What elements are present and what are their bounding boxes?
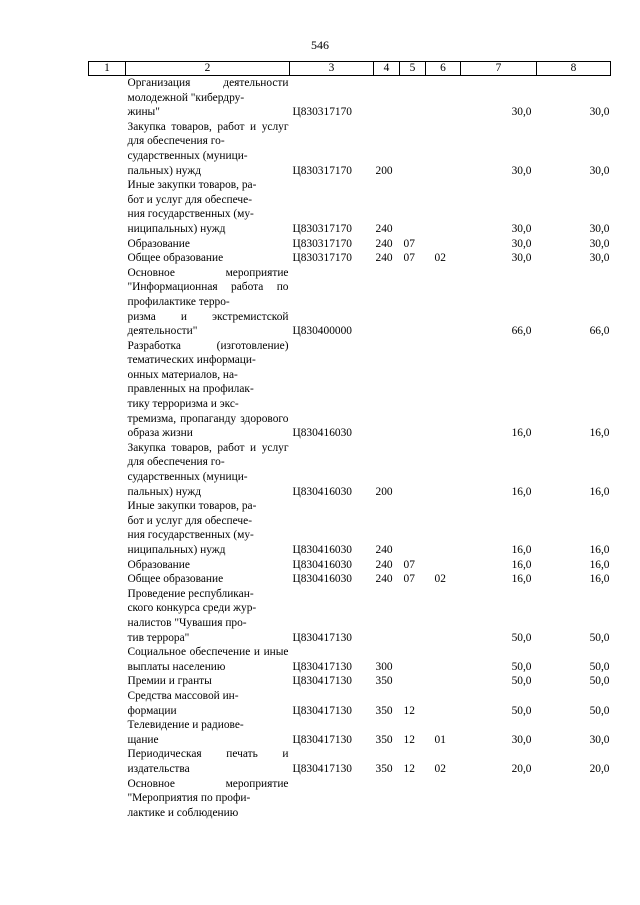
amount-col7-cell: 30,0 (511, 252, 532, 265)
target-code-cell: Ц830317170 (292, 222, 352, 235)
amount-col7-cell: 50,0 (511, 660, 532, 673)
row-number-cell (89, 237, 126, 252)
amount-col7-cell: 16,0 (511, 427, 532, 440)
target-code-cell: Ц830417130 (292, 733, 352, 746)
amount-col8-cell: 16,0 (589, 427, 610, 440)
expense-type-cell (374, 339, 400, 441)
amount-col8-cell: 50,0 (589, 660, 610, 673)
subsection-cell (426, 777, 461, 821)
table-row (89, 645, 611, 674)
subsection-cell (426, 266, 461, 339)
table-row (89, 587, 611, 645)
amount-col8-cell (537, 777, 611, 821)
amount-col7-cell: 30,0 (511, 237, 532, 250)
table-row (89, 266, 611, 339)
subsection-cell (426, 76, 461, 120)
column-header: 2 (126, 62, 290, 76)
table-row (89, 120, 611, 178)
expense-type-cell: 300 (375, 660, 393, 673)
amount-col8-cell: 66,0 (589, 325, 610, 338)
column-header: 1 (89, 62, 126, 76)
row-number-cell (89, 689, 126, 718)
row-number-cell (89, 178, 126, 236)
amount-col7-cell: 30,0 (511, 222, 532, 235)
amount-col7-cell: 50,0 (511, 704, 532, 717)
amount-col7-cell: 16,0 (511, 485, 532, 498)
subsection-cell (426, 178, 461, 236)
section-cell (400, 587, 426, 645)
section-cell: 07 (403, 252, 415, 265)
amount-col8-cell: 30,0 (589, 252, 610, 265)
amount-col7-cell (461, 777, 537, 821)
row-name-cell: Иные закупки товаров, ра- бот и услуг для обеспече- ния государственных (му- ниципальных) нужд (127, 500, 257, 556)
expense-type-cell: 240 (375, 544, 393, 556)
table-row (89, 674, 611, 689)
table-row (89, 237, 611, 252)
row-name-cell: Организация деятельности молодежной "кибердру- жины" (127, 77, 289, 119)
target-code-cell: Ц830317170 (292, 252, 352, 265)
row-number-cell (89, 718, 126, 747)
table-row (89, 689, 611, 718)
row-name-cell: Основное мероприятие "Информационная работа по профилактике терро- ризма и экстремистской деятельности" (127, 266, 289, 338)
target-code-cell (290, 777, 374, 821)
section-cell (400, 178, 426, 236)
amount-col7-cell: 16,0 (511, 558, 532, 571)
expense-type-cell: 350 (375, 762, 393, 775)
row-number-cell (89, 572, 126, 587)
row-number-cell (89, 645, 126, 674)
row-number-cell (89, 120, 126, 178)
target-code-cell: Ц830317170 (292, 106, 352, 119)
row-number-cell (89, 499, 126, 557)
amount-col8-cell: 50,0 (589, 675, 610, 688)
column-header: 3 (290, 62, 374, 76)
table-row (89, 251, 611, 266)
expense-type-cell: 240 (375, 573, 393, 586)
amount-col7-cell: 30,0 (511, 733, 532, 746)
section-cell: 12 (403, 762, 415, 775)
row-number-cell (89, 266, 126, 339)
amount-col7-cell: 50,0 (511, 631, 532, 644)
section-cell (400, 120, 426, 178)
expense-type-cell: 240 (375, 558, 393, 571)
expense-type-cell: 350 (375, 733, 393, 746)
subsection-cell: 02 (434, 762, 446, 775)
section-cell: 07 (403, 558, 415, 571)
table-row (89, 718, 611, 747)
table-row (89, 76, 611, 120)
subsection-cell (426, 689, 461, 718)
row-number-cell (89, 587, 126, 645)
amount-col8-cell: 30,0 (589, 164, 610, 177)
section-cell (400, 499, 426, 557)
expense-type-cell: 200 (375, 485, 393, 498)
row-name-cell: Телевидение и радиове- щание (127, 719, 244, 746)
amount-col8-cell: 30,0 (589, 733, 610, 746)
target-code-cell: Ц830416030 (292, 558, 352, 571)
expense-type-cell (374, 587, 400, 645)
expense-type-cell (374, 777, 400, 821)
subsection-cell (426, 499, 461, 557)
row-name-cell: Иные закупки товаров, ра- бот и услуг для обеспече- ния государственных (му- ниципальных) нужд (127, 179, 257, 235)
row-number-cell (89, 674, 126, 689)
target-code-cell: Ц830416030 (292, 573, 352, 586)
subsection-cell (426, 558, 461, 573)
target-code-cell: Ц830317170 (292, 237, 352, 250)
subsection-cell (426, 441, 461, 499)
expense-type-cell: 350 (375, 704, 393, 717)
amount-col7-cell: 30,0 (511, 164, 532, 177)
amount-col7-cell: 30,0 (511, 106, 532, 119)
row-name-cell: Основное мероприятие "Мероприятия по профи- лактике и соблюдению (127, 777, 289, 819)
expense-type-cell (374, 76, 400, 120)
table-row (89, 178, 611, 236)
table-row (89, 441, 611, 499)
subsection-cell (426, 674, 461, 689)
amount-col7-cell: 16,0 (511, 573, 532, 586)
section-cell: 07 (403, 237, 415, 250)
amount-col8-cell: 30,0 (589, 237, 610, 250)
expense-type-cell (374, 266, 400, 339)
amount-col8-cell: 20,0 (589, 762, 610, 775)
row-name-cell: Средства массовой ин- формации (127, 689, 239, 717)
section-cell (400, 339, 426, 441)
target-code-cell: Ц830417130 (292, 704, 352, 717)
target-code-cell: Ц830417130 (292, 762, 352, 775)
row-name-cell: Общее образование (127, 573, 224, 586)
target-code-cell: Ц830416030 (292, 485, 352, 498)
table-row (89, 777, 611, 821)
target-code-cell: Ц830417130 (292, 631, 352, 644)
amount-col8-cell: 30,0 (589, 222, 610, 235)
row-number-cell (89, 747, 126, 776)
table-row (89, 499, 611, 557)
amount-col7-cell: 50,0 (511, 675, 532, 688)
section-cell (400, 76, 426, 120)
section-cell (400, 674, 426, 689)
section-cell: 12 (403, 704, 415, 717)
target-code-cell: Ц830317170 (292, 164, 352, 177)
amount-col8-cell: 16,0 (589, 558, 610, 571)
expense-type-cell: 240 (375, 222, 393, 235)
row-name-cell: Закупка товаров, работ и услуг для обеспечения го- сударственных (муници- пальных) нужд (127, 120, 289, 177)
subsection-cell: 02 (434, 573, 446, 586)
budget-table (88, 61, 611, 820)
row-number-cell (89, 558, 126, 573)
amount-col8-cell: 50,0 (589, 631, 610, 644)
subsection-cell: 02 (434, 252, 446, 265)
section-cell (400, 441, 426, 499)
section-cell: 07 (403, 573, 415, 586)
target-code-cell: Ц830416030 (292, 544, 352, 556)
subsection-cell (426, 339, 461, 441)
target-code-cell: Ц830400000 (292, 325, 352, 338)
row-name-cell: Разработка (изготовление) тематических информаци- онных материалов, на- правленных на профилак- тику терроризма и экс- тремизма, пропаганду здорового образа жизни (127, 339, 289, 440)
target-code-cell: Ц830416030 (292, 427, 352, 440)
table-row (89, 747, 611, 776)
table-header-row (89, 62, 611, 76)
row-name-cell: Общее образование (127, 252, 224, 265)
row-name-cell: Закупка товаров, работ и услуг для обеспечения го- сударственных (муници- пальных) нужд (127, 441, 289, 498)
row-name-cell: Периодическая печать и издательства (127, 748, 289, 775)
target-code-cell: Ц830417130 (292, 660, 352, 673)
amount-col7-cell: 16,0 (511, 544, 532, 556)
table-row (89, 339, 611, 441)
section-cell (400, 266, 426, 339)
expense-type-cell: 240 (375, 252, 393, 265)
row-name-cell: Проведение республикан- ского конкурса среди жур- налистов "Чувашия про- тив террора" (127, 587, 257, 644)
amount-col8-cell: 16,0 (589, 573, 610, 586)
section-cell (400, 645, 426, 674)
row-number-cell (89, 777, 126, 821)
row-name-cell: Образование (127, 237, 190, 250)
row-name-cell: Образование (127, 558, 190, 571)
row-name-cell: Социальное обеспечение и иные выплаты населению (127, 646, 289, 673)
subsection-cell (426, 645, 461, 674)
amount-col8-cell: 30,0 (589, 106, 610, 119)
subsection-cell: 01 (434, 733, 446, 746)
expense-type-cell: 200 (375, 164, 393, 177)
expense-type-cell: 350 (375, 675, 393, 688)
row-number-cell (89, 441, 126, 499)
subsection-cell (426, 587, 461, 645)
target-code-cell: Ц830417130 (292, 675, 352, 688)
amount-col7-cell: 20,0 (511, 762, 532, 775)
subsection-cell (426, 237, 461, 252)
subsection-cell (426, 120, 461, 178)
column-header: 7 (461, 62, 537, 76)
row-number-cell (89, 76, 126, 120)
amount-col8-cell: 50,0 (589, 704, 610, 717)
column-header: 8 (537, 62, 611, 76)
page-number: 546 (311, 38, 329, 52)
expense-type-cell: 240 (375, 237, 393, 250)
table-row (89, 572, 611, 587)
amount-col8-cell: 16,0 (589, 544, 610, 556)
table-row (89, 558, 611, 573)
column-header: 6 (426, 62, 461, 76)
row-name-cell: Премии и гранты (127, 675, 212, 688)
section-cell (400, 777, 426, 821)
amount-col7-cell: 66,0 (511, 325, 532, 338)
column-header: 4 (374, 62, 400, 76)
row-number-cell (89, 339, 126, 441)
row-number-cell (89, 251, 126, 266)
section-cell: 12 (403, 733, 415, 746)
column-header: 5 (400, 62, 426, 76)
amount-col8-cell: 16,0 (589, 485, 610, 498)
